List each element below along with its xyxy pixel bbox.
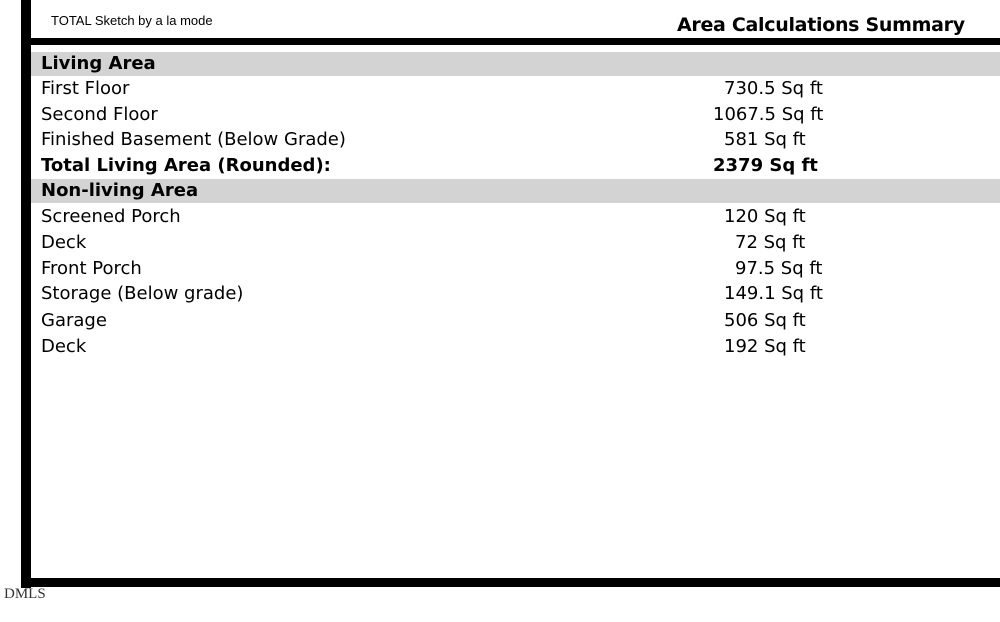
frame-left-border xyxy=(21,0,31,588)
row-value-deck-2: 192 Sq ft xyxy=(724,336,806,357)
row-value-storage: 149.1 Sq ft xyxy=(724,283,823,304)
row-label-finished-basement: Finished Basement (Below Grade) xyxy=(41,129,346,150)
row-label-deck-2: Deck xyxy=(41,336,87,357)
row-value-finished-basement: 581 Sq ft xyxy=(724,129,806,150)
row-value-second-floor: 1067.5 Sq ft xyxy=(713,104,824,125)
page-title: Area Calculations Summary xyxy=(677,14,965,36)
row-value-screened-porch: 120 Sq ft xyxy=(724,206,806,227)
row-label-garage: Garage xyxy=(41,310,107,331)
row-label-first-floor: First Floor xyxy=(41,78,130,99)
non-living-area-heading: Non-living Area xyxy=(41,180,199,201)
row-value-garage: 506 Sq ft xyxy=(724,310,806,331)
row-label-screened-porch: Screened Porch xyxy=(41,206,181,227)
row-label-front-porch: Front Porch xyxy=(41,258,142,279)
app-label: TOTAL Sketch by a la mode xyxy=(51,13,213,28)
watermark-logo: DMLS xyxy=(4,586,46,602)
frame-top-border xyxy=(21,38,1000,45)
total-living-area-label: Total Living Area (Rounded): xyxy=(41,155,331,176)
living-area-header-bar xyxy=(31,52,1000,76)
row-label-second-floor: Second Floor xyxy=(41,104,158,125)
frame-bottom-border xyxy=(21,578,1000,587)
row-value-deck: 72 Sq ft xyxy=(735,232,806,253)
row-label-deck: Deck xyxy=(41,232,87,253)
living-area-heading: Living Area xyxy=(41,53,156,74)
row-value-first-floor: 730.5 Sq ft xyxy=(724,78,823,99)
row-value-front-porch: 97.5 Sq ft xyxy=(735,258,823,279)
row-label-storage: Storage (Below grade) xyxy=(41,283,244,304)
total-living-area-value: 2379 Sq ft xyxy=(713,155,818,176)
